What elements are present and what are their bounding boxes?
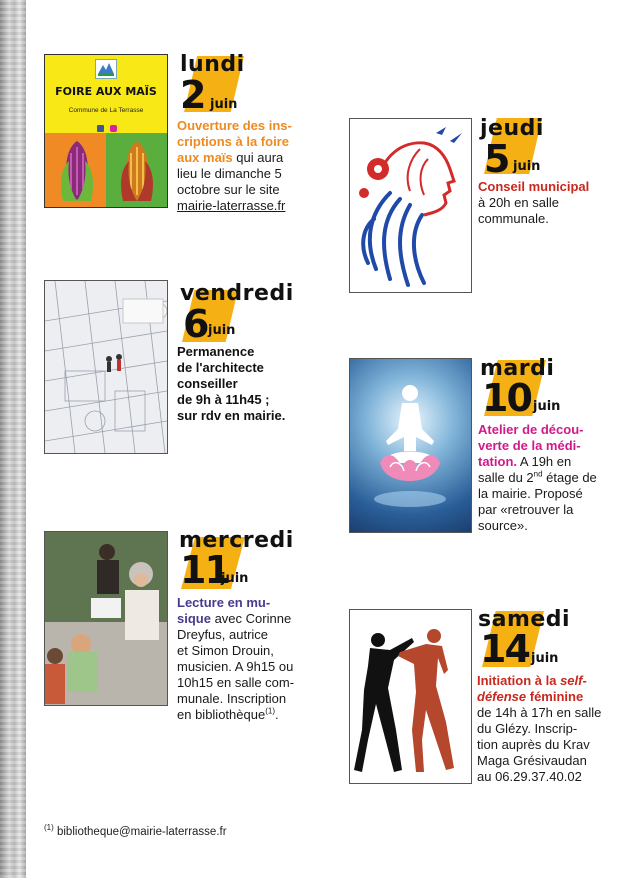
foire-body-text: lieu le dimanche 5 — [177, 166, 282, 181]
lecture-body-text: . — [274, 707, 279, 722]
month-label: juin — [513, 159, 541, 174]
month-label: juin — [210, 97, 238, 112]
conseil-title: Conseil municipal — [478, 179, 590, 194]
marianne-image — [349, 118, 472, 293]
architecte-text: sur rdv en mairie. — [177, 408, 286, 423]
day-number: 14 — [480, 627, 529, 671]
foire-poster-title: FOIRE AUX MAÏS — [55, 85, 157, 98]
foire-title-line: aux maïs — [177, 150, 233, 165]
defense-title-line: défense — [477, 689, 527, 704]
foire-logo-icon — [95, 59, 117, 79]
day-name: lundi — [180, 52, 245, 77]
meditation-body-text: A 19h en — [517, 454, 572, 469]
defense-body-text: Maga Grésivaudan — [477, 753, 587, 768]
day-name: vendredi — [180, 281, 294, 306]
meditation-image — [349, 358, 472, 533]
meditation-body-text: la mairie. Proposé — [478, 486, 583, 501]
meditation-title-line: tation. — [478, 454, 517, 469]
architecte-text: de l'architecte — [177, 360, 264, 375]
lecture-body-text: musicien. A 9h15 ou — [177, 659, 294, 674]
meditation-title-line: Atelier de décou- — [478, 422, 584, 437]
corn-icon — [117, 139, 157, 203]
lecture-title-line: sique — [177, 611, 211, 626]
facebook-icon — [97, 125, 104, 132]
meditation-body-text: salle du 2 — [478, 470, 534, 485]
lecture-body-text: et Simon Drouin, — [177, 643, 274, 658]
architecte-text: Permanence — [177, 344, 255, 359]
foire-poster-subtitle: Commune de La Terrasse — [68, 107, 144, 114]
foire-title-line: criptions à la foire — [177, 134, 289, 149]
left-margin-stripe — [0, 0, 26, 878]
corn-icon — [57, 139, 97, 203]
day-name: jeudi — [480, 116, 544, 141]
architecte-text: conseiller — [177, 376, 238, 391]
day-number: 5 — [484, 137, 509, 181]
defense-title-line: self- — [560, 673, 587, 688]
lecture-body-text: Dreyfus, autrice — [177, 627, 269, 642]
lecture-body-text: en bibliothèque — [177, 707, 266, 722]
month-label: juin — [221, 571, 249, 586]
day-number: 11 — [180, 548, 229, 592]
self-defense-image — [349, 609, 472, 784]
defense-body-text: tion auprès du Krav — [477, 737, 590, 752]
month-label: juin — [533, 399, 561, 414]
conseil-description — [478, 179, 608, 227]
foire-poster-image — [44, 54, 168, 208]
lecture-photo — [44, 531, 168, 706]
day-number: 2 — [180, 73, 205, 117]
lecture-body-text: avec Corinne — [210, 611, 292, 626]
month-label: juin — [531, 651, 559, 666]
defense-description — [477, 673, 617, 785]
day-number: 10 — [482, 376, 531, 420]
month-label: juin — [208, 323, 236, 338]
meditation-title-line: verte de la médi- — [478, 438, 581, 453]
foire-body-text: octobre sur le site — [177, 182, 280, 197]
conseil-body-text: communale. — [478, 211, 549, 226]
instagram-icon — [110, 125, 117, 132]
meditation-description — [478, 422, 618, 534]
architecte-text: de 9h à 11h45 ; — [177, 392, 270, 407]
meditation-body-text: étage de — [542, 470, 597, 485]
meditation-body-text: source». — [478, 518, 528, 533]
foire-body-text: qui aura — [232, 150, 284, 165]
footnote-email[interactable]: bibliotheque@mairie-laterrasse.fr — [56, 826, 227, 838]
architecte-description — [177, 344, 327, 424]
footnote-mark: (1) — [44, 823, 54, 833]
day-number: 6 — [183, 302, 208, 346]
architecture-plans-image — [44, 280, 168, 454]
lecture-title-line: Lecture en mu- — [177, 595, 271, 610]
defense-body-text: au 06.29.37.40.02 — [477, 769, 582, 784]
foire-description — [177, 118, 327, 214]
foire-website-link[interactable]: mairie-laterrasse.fr — [177, 198, 286, 213]
day-name: mercredi — [179, 528, 294, 553]
lecture-description — [177, 595, 322, 723]
meditation-body-text: nd — [533, 469, 543, 479]
defense-body-text: du Glézy. Inscrip- — [477, 721, 578, 736]
day-name: samedi — [478, 607, 571, 632]
defense-title-line: Initiation à la — [477, 673, 561, 688]
defense-title-line: féminine — [526, 689, 584, 704]
footnote — [44, 823, 227, 838]
conseil-body-text: à 20h en salle — [478, 195, 559, 210]
footnote-ref: (1) — [265, 706, 275, 716]
foire-title-line: Ouverture des ins- — [177, 118, 292, 133]
lecture-body-text: 10h15 en salle com- — [177, 675, 295, 690]
meditation-body-text: par «retrouver la — [478, 502, 574, 517]
day-name: mardi — [480, 356, 555, 381]
defense-body-text: de 14h à 17h en salle — [477, 705, 602, 720]
lecture-body-text: munale. Inscription — [177, 691, 287, 706]
